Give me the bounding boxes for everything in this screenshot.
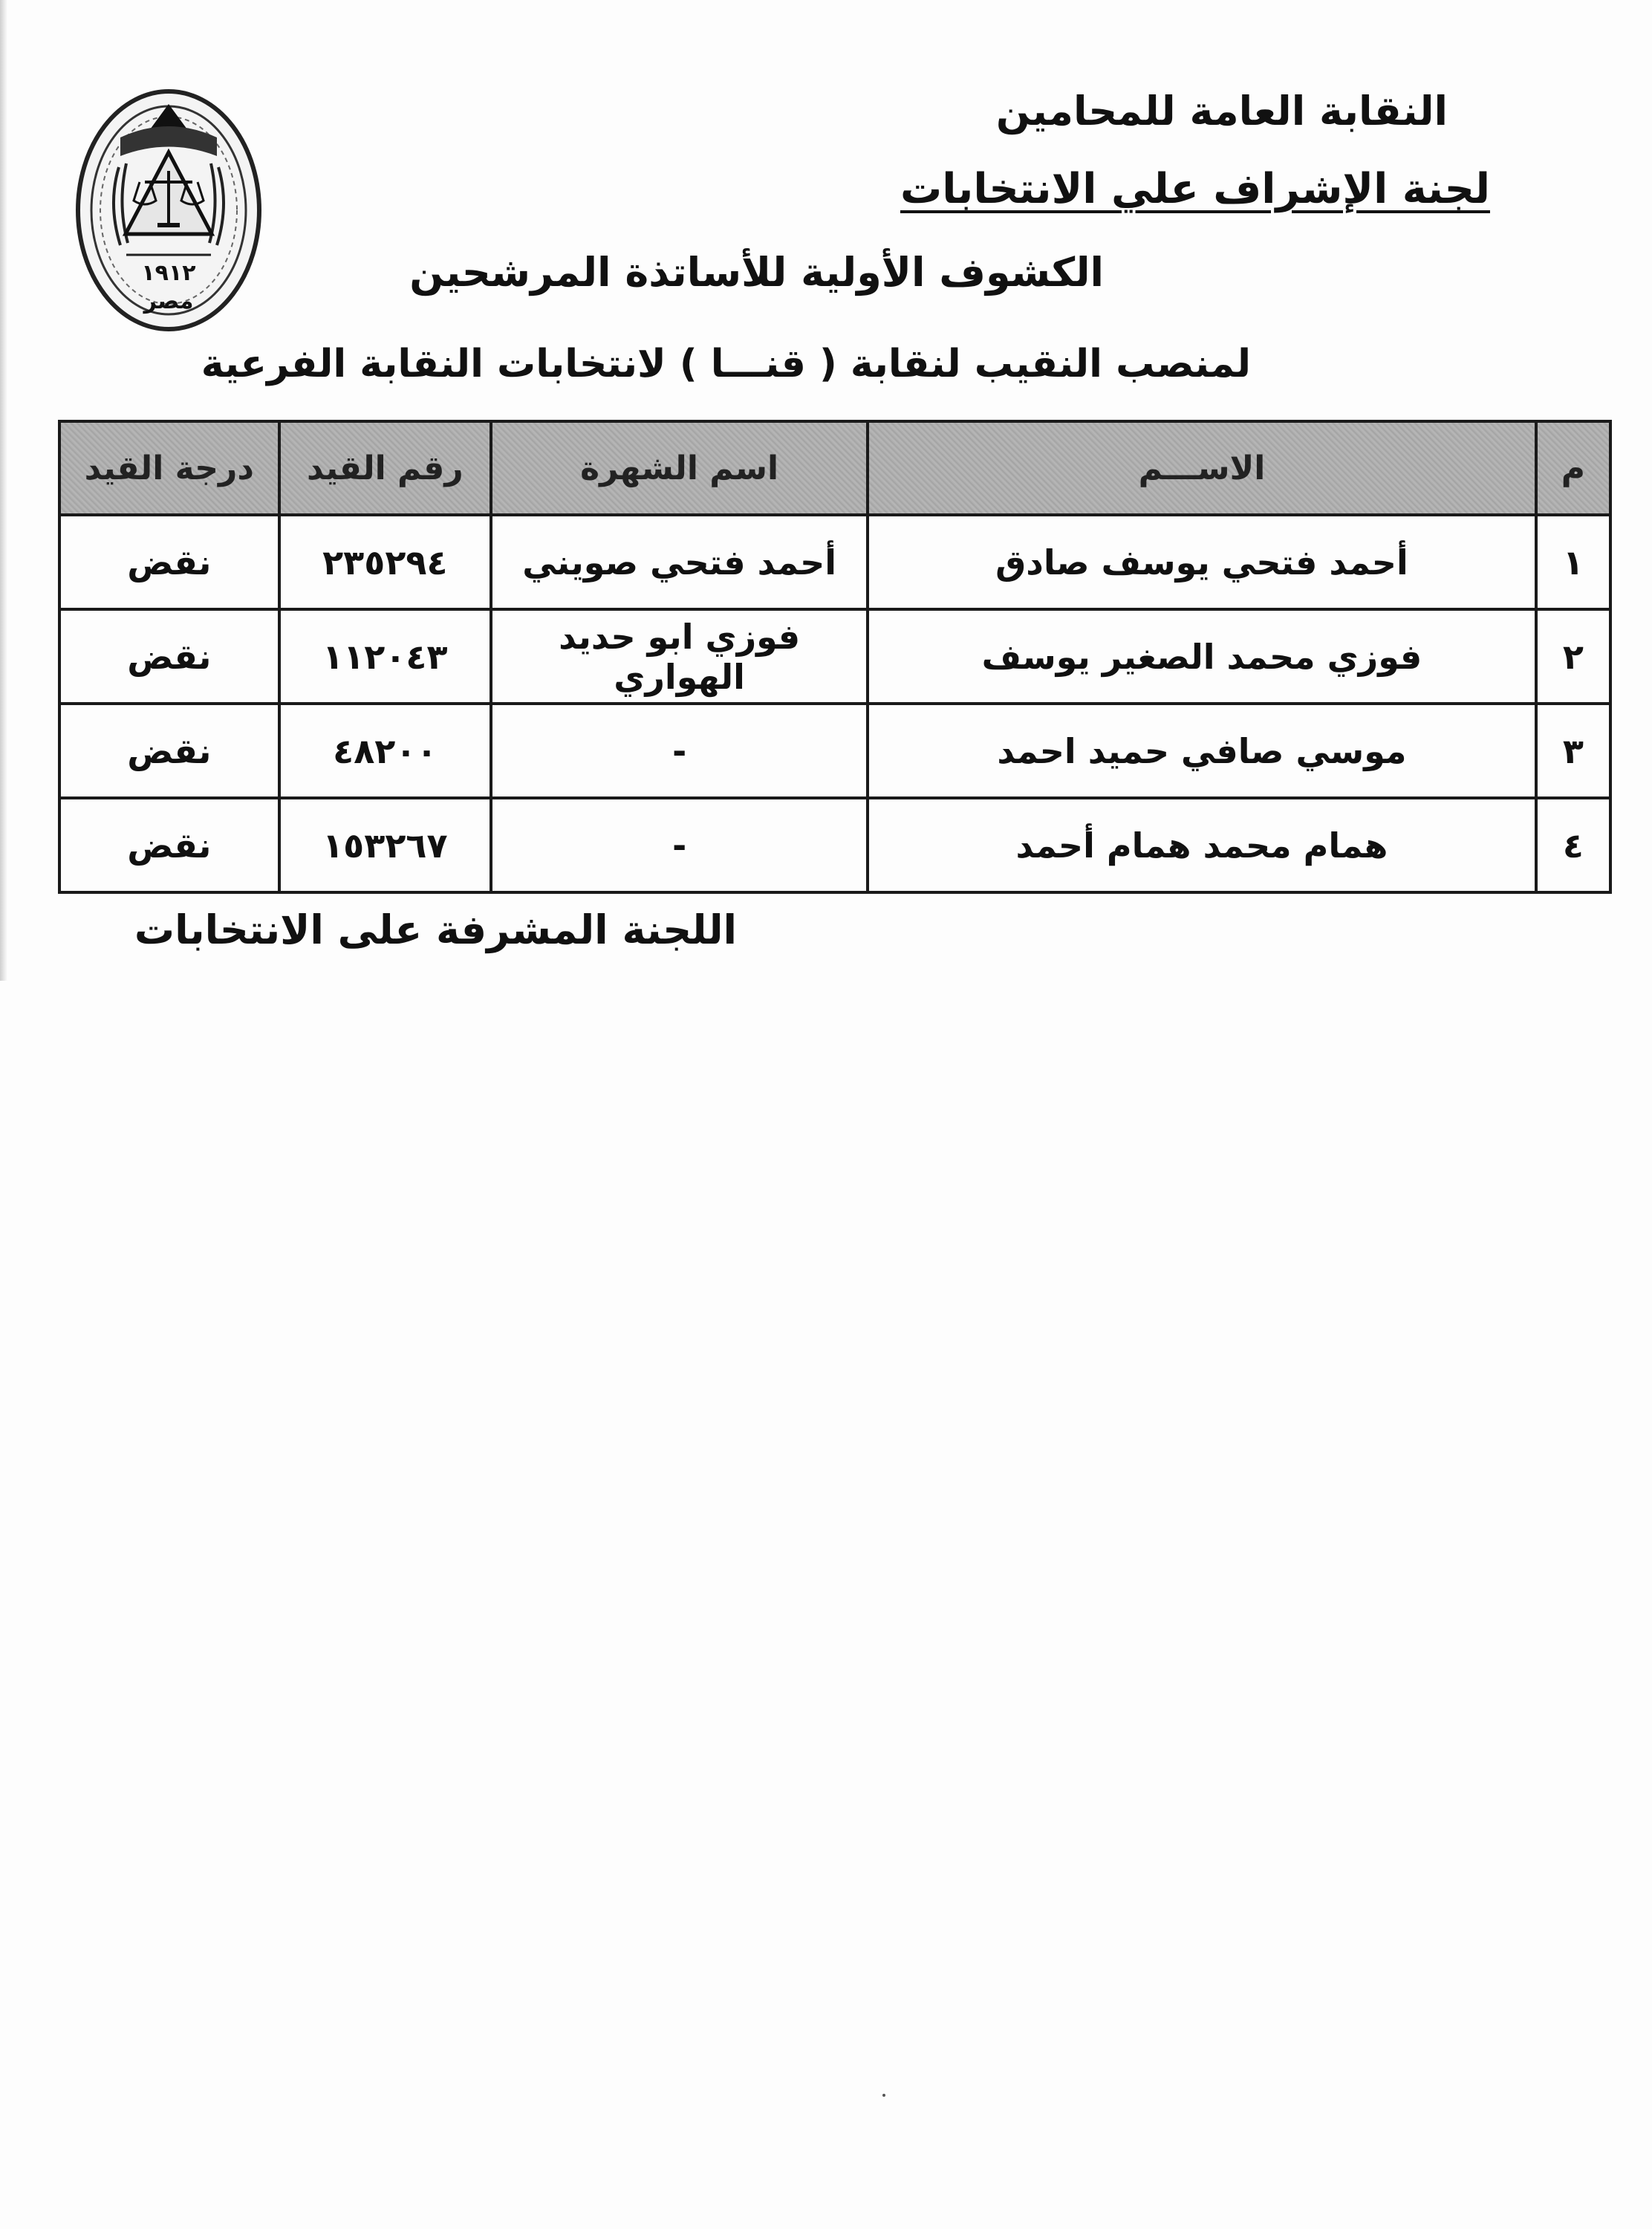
cell-alias: - [491,704,868,798]
cell-registration: ١١٢٠٤٣ [279,609,492,704]
column-header-number: م [1536,421,1610,515]
organization-title: النقابة العامة للمحامين [995,88,1448,134]
cell-number: ٤ [1536,798,1610,892]
document-subtitle: لمنصب النقيب لنقابة ( قنـــا ) لانتخابات النقابة الفرعية [201,342,1251,386]
cell-registration: ١٥٣٢٦٧ [279,798,492,892]
cell-name: فوزي محمد الصغير يوسف [868,609,1536,704]
cell-alias: أحمد فتحي صويني [491,515,868,609]
seal-year: ١٩١٢ [141,260,196,286]
cell-grade: نقض [59,798,279,892]
cell-registration: ٤٨٢٠٠ [279,704,492,798]
cell-grade: نقض [59,704,279,798]
column-header-grade: درجة القيد [59,421,279,515]
cell-number: ٣ [1536,704,1610,798]
table-row [59,609,1610,704]
cell-grade: نقض [59,609,279,704]
column-header-alias: اسم الشهرة [491,421,868,515]
table-header-row [59,421,1610,515]
candidates-table [58,420,1612,894]
committee-title: لجنة الإشراف علي الانتخابات [900,165,1490,213]
scan-edge-shadow [0,0,7,981]
cell-number: ١ [1536,515,1610,609]
cell-registration: ٢٣٥٢٩٤ [279,515,492,609]
cell-grade: نقض [59,515,279,609]
scan-speck [882,2094,885,2097]
cell-number: ٢ [1536,609,1610,704]
committee-signature: اللجنة المشرفة على الانتخابات [134,906,737,953]
cell-name: موسي صافي حميد احمد [868,704,1536,798]
cell-alias: فوزي ابو حديد الهواري [491,609,868,704]
document-title: الكشوف الأولية للأساتذة المرشحين [409,249,1104,296]
column-header-name: الاســـم [868,421,1536,515]
cell-name: همام محمد همام أحمد [868,798,1536,892]
cell-alias: - [491,798,868,892]
candidates-table-container [58,420,1612,892]
table-row [59,798,1610,892]
column-header-registration: رقم القيد [279,421,492,515]
cell-name: أحمد فتحي يوسف صادق [868,515,1536,609]
table-row [59,515,1610,609]
seal-country: مصر [143,288,194,314]
table-row [59,704,1610,798]
syndicate-seal-logo [74,85,264,334]
